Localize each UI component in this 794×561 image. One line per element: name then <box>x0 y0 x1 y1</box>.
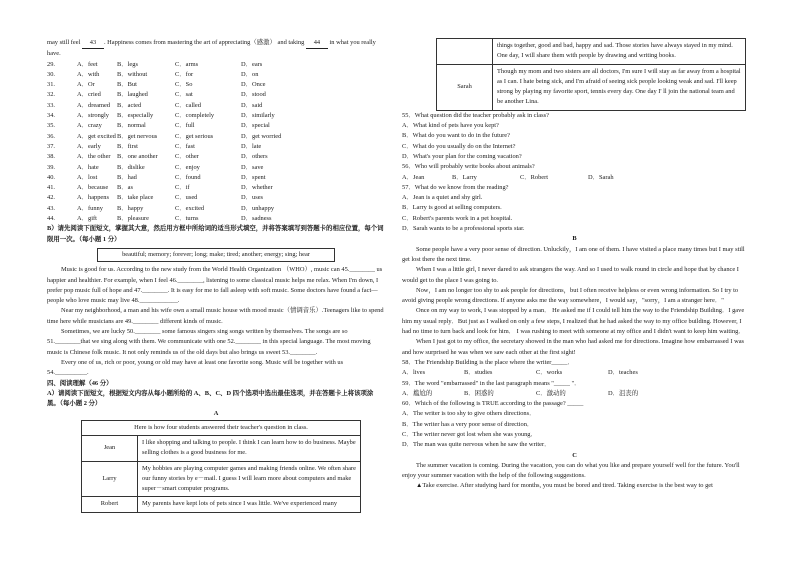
answer-option: C．The writer never got lost when she was young． <box>402 430 537 438</box>
answer-options-row <box>402 368 747 378</box>
answer-option: C．enjoy <box>175 163 200 171</box>
answer-option: D．The man was quite nervous when he saw the writer． <box>402 441 551 449</box>
answer-option: A．the other <box>77 153 111 161</box>
passage-paragraph: Once on my way to work, I was stopped by a man． He asked me if I could tell him the way to the Friendship Building．I gave him my usual reply．But just as I walked on only a few steps, I realized that he had asked the way to my office building. However, I had no time to turn back and look for him． I was rushing to meet with someone at my office and I didn't want to keep him waiting． <box>402 307 745 336</box>
answer-option: D．on <box>241 70 259 78</box>
answer-option: D．get worried <box>241 132 282 140</box>
answer-option: D．others <box>241 153 268 161</box>
student-answer: I like shopping and talking to people. I think I can learn how to do business. Maybe selling clothes is a good business for me. <box>138 435 361 461</box>
option-row <box>47 152 385 162</box>
answers-table-continued <box>436 38 746 111</box>
answer-option: C．fast <box>175 142 195 150</box>
answer-option: C．full <box>175 122 195 130</box>
answer-option: B．first <box>117 142 138 150</box>
question-number: 41. <box>47 184 55 192</box>
answer-option: D．late <box>241 142 262 150</box>
answer-option: D．said <box>241 101 263 109</box>
answer-option: C．completely <box>175 112 215 120</box>
question-59: 59．The word "embarrassed" in the last paragraph means "_____ "． <box>402 379 581 387</box>
option-row <box>47 204 385 214</box>
student-answer: Though my mom and two sisters are all doctors, I'm sure I will stay as far away from a hospital as I can. I hate being sick, and I'm afraid of seeing sick people looking weak and sad. I'll keep strong by playing my favorite sport, tennis every day. One day I' ll join the national team and be another Lina. <box>493 64 746 110</box>
option-row <box>47 90 385 100</box>
passage-c-label: C <box>572 451 577 459</box>
answer-option: C．works <box>536 369 563 377</box>
answer-option: D．Sarah <box>588 173 614 181</box>
question-number: 32. <box>47 91 55 99</box>
answer-option: B．What do you want to do in the future? <box>402 132 510 140</box>
answer-option: D．Once <box>241 81 266 89</box>
answer-option: B．take place <box>117 194 154 202</box>
question-number: 36. <box>47 132 55 140</box>
intro-text-2: . Happiness comes from mastering the art of appreciating（感激） and taking <box>103 39 306 46</box>
answer-option: A．Or <box>77 81 95 89</box>
answer-option: B．without <box>117 70 148 78</box>
answer-option: B．get nervous <box>117 132 158 140</box>
passage-paragraph: When I just got to my office, the secretary showed in the man who had asked me for directions. Imagine how embarrassed I was and how surprised he was when we saw each other at the first sight! <box>402 338 745 356</box>
student-name-empty <box>437 39 493 65</box>
left-column <box>47 38 385 513</box>
student-name: Sarah <box>437 64 493 110</box>
answer-option: A．because <box>77 184 109 192</box>
answer-option: A．feet <box>77 60 98 68</box>
option-row <box>47 183 385 193</box>
passage-paragraph: When I was a little girl, I never dared to ask strangers the way. And so I used to walk round in circle and hope that by chance I would get to the place I was going to. <box>402 266 739 284</box>
answer-option: B．The writer has a very poor sense of direction． <box>402 420 534 428</box>
question-number: 37. <box>47 142 55 150</box>
table-row <box>437 64 746 110</box>
passage-paragraph: Sometimes, we are lucky 50.________ some famous singers sing songs written by themselves. The songs are so 51.________that we sing along with them. We communicate with one 52.________ in this special language. The most moving music is Chinese folk music. It not only reminds us of the old days but also brings us sweet 53.________. <box>47 328 371 356</box>
answer-option: A．gift <box>77 215 97 223</box>
answer-option: B．happy <box>117 204 144 212</box>
answer-option: A．What kind of pets have you kept? <box>402 122 499 130</box>
answer-option: A．lives <box>402 369 426 377</box>
answer-option: B．studies <box>464 369 493 377</box>
answer-option: B．normal <box>117 122 146 130</box>
student-name: Jean <box>82 435 138 461</box>
answer-option: A．The writer is too shy to give others directions． <box>402 410 536 418</box>
student-name: Robert <box>82 497 138 512</box>
answer-option: D．spent <box>241 173 266 181</box>
answer-option: A．funny <box>77 204 103 212</box>
question-57: 57．What do we know from the reading? <box>402 183 509 191</box>
answer-option: A．crazy <box>77 122 102 130</box>
passage-paragraph: Music is good for us. According to the new study from the World Health Organization （WHO）, music can 45.________ us happier and healthier. For example, when I feel 46.________, listening to some classical music helps me relax. When I'm down, I prefer pop music full of hope and 47.________. It is easy for me to fall asleep with soft music. Some doctors have found a fact—people who love music may live 48.____________. <box>47 266 383 305</box>
answer-option: D．save <box>241 163 264 171</box>
answer-option: D．special <box>241 122 270 130</box>
question-number: 31. <box>47 81 55 89</box>
answer-option: C．turns <box>175 215 199 223</box>
answer-option: B．had <box>117 173 137 181</box>
question-number: 35. <box>47 122 55 130</box>
answer-option: C．So <box>175 81 193 89</box>
passage-a-label: A <box>213 410 219 418</box>
answer-option: C．激动的 <box>536 389 566 397</box>
answer-option: D．uses <box>241 194 264 202</box>
question-number: 42. <box>47 194 55 202</box>
answer-option: B．困惑的 <box>464 389 494 397</box>
question-56: 56．Who will probably write books about animals? <box>402 163 535 171</box>
answer-option: D．whether <box>241 184 273 192</box>
answer-option: B．especially <box>117 112 154 120</box>
answer-option: C．if <box>175 184 190 192</box>
answer-option: D．ears <box>241 60 263 68</box>
passage-paragraph: Some people have a very poor sense of direction. Unluckily，I am one of them. I have visited a place many times but I may still get lost there the next time. <box>402 245 745 263</box>
passage-paragraph: Now，I am no longer too shy to ask people for directions，but I often receive helpless or even wrong information. So I try to avoid giving people wrong directions. If anyone asks me the way somewhere，I would say，"sorry，I am a stranger here．" <box>402 286 739 305</box>
answer-options-row <box>402 389 747 399</box>
answer-option: A．strongly <box>77 112 109 120</box>
table-row <box>82 435 361 461</box>
answer-option: B．Larry <box>452 173 477 181</box>
answer-options-row <box>402 173 747 183</box>
answers-table <box>81 420 361 513</box>
blank-43: 43 <box>82 38 104 49</box>
student-answer: things together, good and bad, happy and sad. Those stories have always stayed in my mind. One day, I will share them with people by drawing and writing books. <box>493 39 746 65</box>
option-row <box>47 173 385 183</box>
option-row <box>47 101 385 111</box>
table-row <box>437 39 746 65</box>
student-name: Larry <box>82 461 138 497</box>
right-column <box>402 38 747 492</box>
answer-option: A．hate <box>77 163 99 171</box>
answer-option: D．sadness <box>241 215 272 223</box>
answer-option: A．Jean is a quiet and shy girl. <box>402 194 483 202</box>
answer-option: B．legs <box>117 60 138 68</box>
answer-option: C．for <box>175 70 194 78</box>
answer-option: C．Robert's parents work in a pet hospital. <box>402 214 513 222</box>
question-number: 39. <box>47 163 55 171</box>
option-row <box>47 193 385 203</box>
passage-paragraph: The summer vacation is coming. During the vacation, you can do what you like and prepare yourself well for the future. You'll enjoy your summer vacation with the help of the following suggestions. <box>402 461 740 480</box>
answer-option: C．What do you usually do on the Internet? <box>402 142 516 150</box>
answer-option: D．unhappy <box>241 204 275 212</box>
answer-option: D．teaches <box>608 369 638 377</box>
passage-paragraph: Near my neighborhood, a man and his wife own a small music house with mood music（情调音乐）.Teenagers like to spend time here while musicians are 49.________ different kinds of music. <box>47 307 384 325</box>
answer-option: D．What's your plan for the coming vacation? <box>402 152 522 160</box>
table-header: Here is how four students answered their teacher's question in class. <box>82 420 361 435</box>
answer-option: C．arms <box>175 60 199 68</box>
answer-option: A．happens <box>77 194 109 202</box>
answer-option: C．used <box>175 194 198 202</box>
answer-option: C．other <box>175 153 199 161</box>
passage-intro <box>47 38 385 60</box>
answer-option: A．尴尬的 <box>402 389 433 397</box>
option-row <box>47 111 385 121</box>
table-row <box>82 461 361 497</box>
answer-option: B．laughed <box>117 91 148 99</box>
option-row <box>47 214 385 224</box>
option-row <box>47 80 385 90</box>
answer-option: C．called <box>175 101 201 109</box>
question-number: 40. <box>47 173 55 181</box>
option-row <box>47 60 385 70</box>
answer-option: A．with <box>77 70 100 78</box>
section-4a-instructions: A）请阅读下面短文，根据短文内容从每小题所给的 A、B、C、D 四个选项中选出最佳选项，并在答题卡上将该项涂黑。（每小题 2 分） <box>47 389 374 408</box>
answer-option: A．lost <box>77 173 98 181</box>
answer-option: B．as <box>117 184 133 192</box>
option-row <box>47 121 385 131</box>
question-58: 58．The Friendship Building is the place where the writer_____． <box>402 358 574 366</box>
answer-option: C．get serious <box>175 132 214 140</box>
question-number: 44. <box>47 215 55 223</box>
cloze-options <box>47 60 385 225</box>
option-row <box>47 142 385 152</box>
answer-option: C．found <box>175 173 201 181</box>
passage-paragraph: Every one of us, rich or poor, young or old may have at least one favorite song. Music will be together with us 54.__________. <box>47 358 344 377</box>
answer-option: C．excited <box>175 204 205 212</box>
answer-option: A．early <box>77 142 101 150</box>
answer-option: C．Robert <box>520 173 549 181</box>
question-number: 29. <box>47 60 55 68</box>
question-number: 33. <box>47 101 55 109</box>
answer-option: D．Sarah wants to be a professional sports star. <box>402 225 525 233</box>
table-row <box>82 497 361 512</box>
answer-option: A．Jean <box>402 173 425 181</box>
answer-option: C．sat <box>175 91 193 99</box>
answer-option: D．沮丧的 <box>608 389 639 397</box>
passage-b-label: B <box>572 235 577 243</box>
answer-option: B．one another <box>117 153 158 161</box>
answer-option: B．But <box>117 81 137 89</box>
student-answer: My parents have kept lots of pets since I was little. We've experienced many <box>138 497 361 512</box>
answer-option: B．pleasure <box>117 215 149 223</box>
answer-option: A．dreamed <box>77 101 111 109</box>
intro-text-3: in what you really have. <box>47 39 376 58</box>
intro-text-1: may still feel <box>47 39 82 46</box>
option-row <box>47 70 385 80</box>
answer-option: A．cried <box>77 91 101 99</box>
blank-44: 44 <box>306 38 328 49</box>
answer-option: A．get excited <box>77 132 116 140</box>
answer-option: B．dislike <box>117 163 145 171</box>
question-55: 55．What question did the teacher probably ask in class? <box>402 111 549 119</box>
passage-paragraph: ▲Take exercise. After studying hard for months, you must be bored and tired. Taking exercise is the best way to get <box>416 482 713 490</box>
answer-option: B．acted <box>117 101 142 109</box>
section-b-instructions: B）请先阅读下面短文，掌握其大意，然后用方框中所给词的适当形式填空，并将答案填写到答题卡的相应位置，每个词限用一次。（每小题 1 分） <box>47 225 384 243</box>
answer-option: D．similarly <box>241 112 275 120</box>
option-row <box>47 163 385 173</box>
question-number: 30. <box>47 70 55 78</box>
section-4-title: 四、阅读理解（46 分） <box>47 379 113 387</box>
question-number: 34. <box>47 112 55 120</box>
question-number: 38. <box>47 153 55 161</box>
word-bank: beautiful; memory; forever; long; make; tired; another; energy; sing; hear <box>97 248 335 262</box>
answer-option: D．stood <box>241 91 266 99</box>
question-number: 43. <box>47 204 55 212</box>
student-answer: My hobbies are playing computer games and making friends online. We often share our funny stories by e－mail. I guess I will learn more about computers and make super－smart computer programs. <box>138 461 361 497</box>
question-60: 60．Which of the following is TRUE according to the passage? _____ <box>402 400 584 408</box>
option-row <box>47 132 385 142</box>
answer-option: B．Larry is good at selling computers. <box>402 204 502 212</box>
